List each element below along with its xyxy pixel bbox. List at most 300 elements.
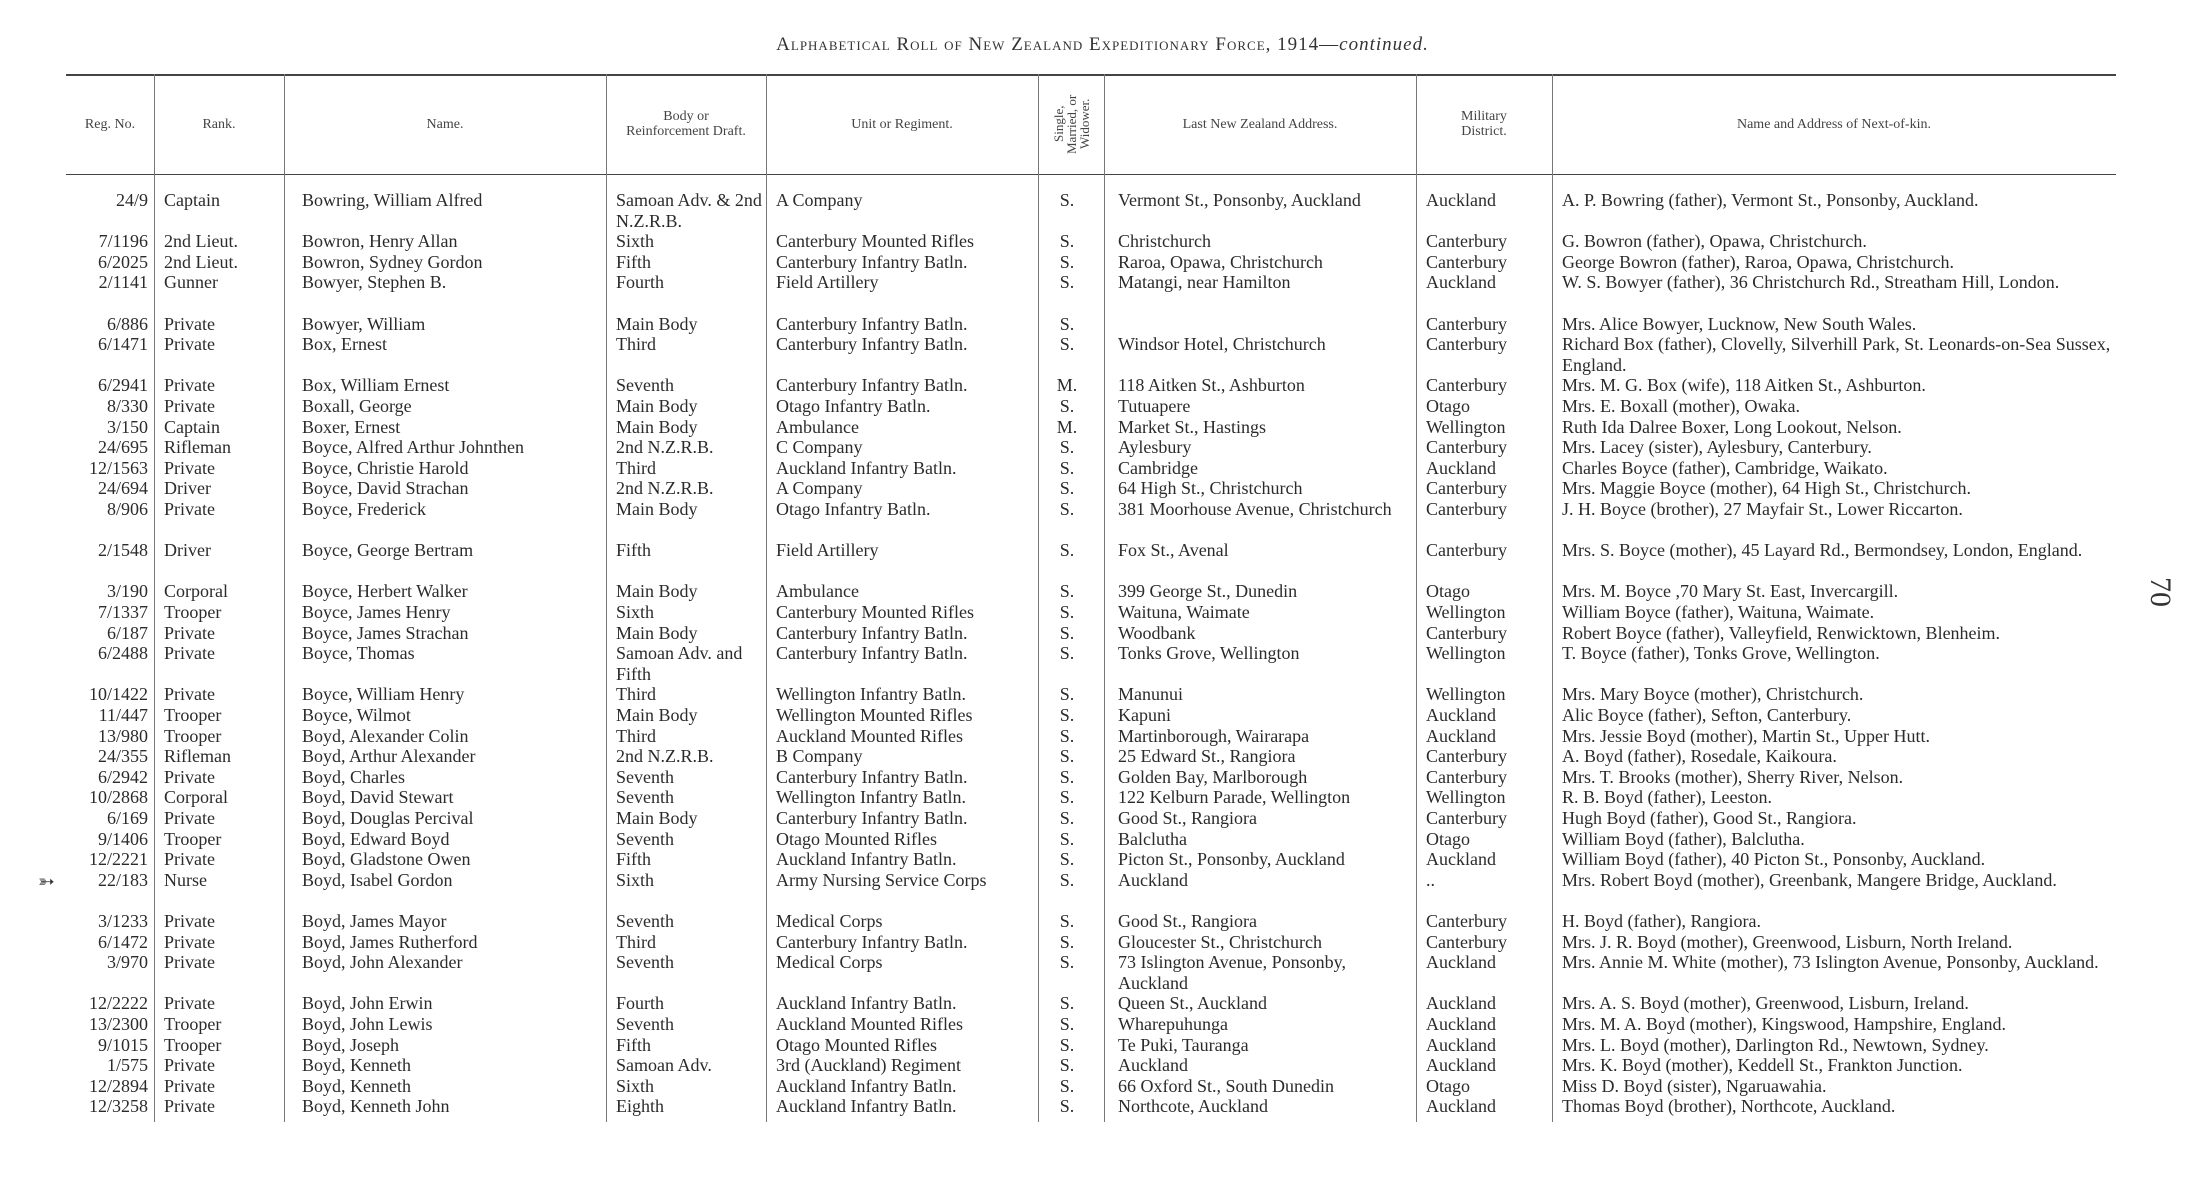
address: Queen St., Auckland [1118,993,1267,1014]
next-of-kin: G. Bowron (father), Opawa, Christchurch. [1562,231,1867,252]
draft: Fifth [616,849,652,870]
header-marital-status: Single, Married, or Widower. [1050,94,1092,154]
rank: Rifleman [164,437,231,458]
address: Vermont St., Ponsonby, Auckland [1118,190,1361,210]
draft: Seventh [616,828,674,849]
soldier-name: Boyd, John Erwin [302,993,433,1014]
soldier-name: Boyce, David Strachan [302,478,469,499]
district: Wellington [1426,602,1506,622]
reg-number: 6/2942 [97,766,148,787]
reg-number: 3/970 [106,952,148,973]
draft: Seventh [616,375,674,396]
marital-status: S. [1059,643,1075,664]
reg-number: 7/1196 [98,231,148,252]
reg-number: 10/2868 [88,787,148,808]
address: 118 Aitken St., Ashburton [1118,375,1305,396]
district: Wellington [1426,787,1506,808]
reg-number: 9/1015 [97,1034,148,1055]
reg-number: 12/3258 [88,1096,148,1117]
rank: Trooper [164,602,222,622]
unit: Canterbury Infantry Batln. [776,313,968,334]
unit: Otago Infantry Batln. [776,396,931,416]
col-divider [1552,74,1553,1122]
address: 399 George St., Dunedin [1118,581,1298,602]
rank: Driver [164,478,211,499]
reg-number: 6/2488 [97,643,148,664]
soldier-name: Boyd, Edward Boyd [302,828,450,849]
reg-number: 3/190 [106,581,148,602]
reg-number: 24/694 [97,478,148,499]
soldier-name: Boyce, Alfred Arthur Johnthen [302,437,524,458]
reg-number: 6/886 [106,313,148,334]
address: Wharepuhunga [1118,1014,1228,1034]
unit: Auckland Infantry Batln. [776,457,957,478]
unit: Auckland Mounted Rifles [776,725,963,746]
marital-status: S. [1059,993,1075,1014]
district: Canterbury [1426,622,1507,643]
address: Aylesbury [1118,437,1192,458]
rank: Trooper [164,1034,222,1055]
draft: Eighth [616,1096,664,1117]
next-of-kin: Mrs. M. G. Box (wife), 118 Aitken St., Ashburton. [1562,375,1926,396]
rank: Trooper [164,705,222,725]
marital-status: S. [1059,190,1075,210]
address: Fox St., Avenal [1118,540,1229,561]
unit: A Company [776,478,863,499]
marital-status: S. [1059,828,1075,849]
draft: Main Body [616,499,698,519]
next-of-kin: R. B. Boyd (father), Leeston. [1562,787,1772,808]
marital-status: M. [1056,416,1078,437]
reg-number: 6/169 [106,808,148,828]
unit: Canterbury Infantry Batln. [776,643,968,664]
next-of-kin: Mrs. Jessie Boyd (mother), Martin St., Upper Hutt. [1562,725,1930,746]
rank: Nurse [164,869,207,890]
header-next-of-kin: Name and Address of Next-of-kin. [1736,116,1931,132]
marital-status: S. [1059,313,1075,334]
district: Wellington [1426,416,1506,437]
reg-number: 2/1548 [97,540,148,561]
col-divider [1416,74,1417,1122]
next-of-kin: Richard Box (father), Clovelly, Silverhill Park, St. Leonards-on-Sea Sussex, England. [1562,334,2111,375]
marital-status: S. [1059,396,1075,416]
rank: Driver [164,540,211,561]
address: Raroa, Opawa, Christchurch [1118,251,1323,272]
soldier-name: Boyce, Herbert Walker [302,581,468,602]
draft: 2nd N.Z.R.B. [616,746,714,767]
unit: Otago Mounted Rifles [776,828,937,849]
rank: Private [164,334,215,355]
reg-number: 22/183 [97,869,148,890]
draft: Fourth [616,272,665,293]
unit: Field Artillery [776,272,879,293]
address: Auckland [1118,1055,1188,1076]
marital-status: S. [1059,705,1075,725]
rank: Private [164,643,215,664]
address: Windsor Hotel, Christchurch [1118,334,1326,355]
reg-number: 6/2941 [97,375,148,396]
soldier-name: Boyd, Isabel Gordon [302,869,453,890]
unit: Wellington Mounted Rifles [776,705,973,725]
unit: Auckland Infantry Batln. [776,993,957,1014]
address: Kapuni [1118,705,1171,725]
rank: Private [164,849,215,870]
marital-status: S. [1059,581,1075,602]
soldier-name: Boyd, James Mayor [302,911,447,931]
district: Auckland [1426,1034,1496,1055]
title-main: Alphabetical Roll of New Zealand Expeditionary Force, 1914— [776,34,1340,55]
reg-number: 3/1233 [97,911,148,931]
draft: Third [616,684,656,705]
address: Tonks Grove, Wellington [1118,643,1300,664]
next-of-kin: Mrs. T. Brooks (mother), Sherry River, Nelson. [1562,766,1904,787]
header-name: Name. [426,116,464,132]
marital-status: S. [1059,787,1075,808]
address: Northcote, Auckland [1118,1096,1268,1117]
draft: 2nd N.Z.R.B. [616,478,714,499]
soldier-name: Boyd, Kenneth [302,1055,411,1076]
address: Golden Bay, Marlborough [1118,766,1308,787]
next-of-kin: A. Boyd (father), Rosedale, Kaikoura. [1562,746,1837,767]
district: Canterbury [1426,375,1507,396]
draft: Main Body [616,808,698,828]
address: Gloucester St., Christchurch [1118,931,1322,952]
next-of-kin: Charles Boyce (father), Cambridge, Waikato. [1562,457,1888,478]
marital-status: S. [1059,931,1075,952]
marital-status: S. [1059,540,1075,561]
rank: Private [164,1075,215,1096]
reg-number: 2/1141 [98,272,148,293]
district: Canterbury [1426,540,1507,561]
soldier-name: Boyd, Joseph [302,1034,400,1055]
rank: Trooper [164,828,222,849]
rank: Private [164,396,215,416]
soldier-name: Boyd, Gladstone Owen [302,849,471,870]
rank: Private [164,911,215,931]
rank: Corporal [164,581,228,602]
soldier-name: Boyce, George Bertram [302,540,474,561]
address: Market St., Hastings [1118,416,1266,437]
next-of-kin: Mrs. E. Boxall (mother), Owaka. [1562,396,1800,416]
address: Good St., Rangiora [1118,911,1257,931]
rank: 2nd Lieut. [164,251,238,272]
next-of-kin: Mrs. Alice Bowyer, Lucknow, New South Wales. [1562,313,1917,334]
soldier-name: Boyd, Arthur Alexander [302,746,476,767]
district: .. [1426,869,1435,890]
marital-status: S. [1059,1055,1075,1076]
soldier-name: Boyce, Christie Harold [302,457,469,478]
next-of-kin: Mrs. L. Boyd (mother), Darlington Rd., Newtown, Sydney. [1562,1034,1989,1055]
address: Balclutha [1118,828,1187,849]
rank: Gunner [164,272,218,293]
district: Auckland [1426,993,1496,1014]
soldier-name: Bowyer, William [302,313,426,334]
next-of-kin: George Bowron (father), Raroa, Opawa, Christchurch. [1562,251,1955,272]
soldier-name: Boyd, Kenneth [302,1075,411,1096]
marital-status: S. [1059,808,1075,828]
address: Martinborough, Wairarapa [1118,725,1310,746]
district: Auckland [1426,705,1496,725]
draft: Samoan Adv. [616,1055,712,1076]
unit: A Company [776,190,863,210]
draft: Seventh [616,766,674,787]
soldier-name: Boyd, Alexander Colin [302,725,469,746]
marital-status: S. [1059,1034,1075,1055]
district: Canterbury [1426,911,1507,931]
next-of-kin: Miss D. Boyd (sister), Ngaruawahia. [1562,1075,1827,1096]
draft: Seventh [616,1014,674,1034]
district: Otago [1426,396,1470,416]
district: Auckland [1426,190,1496,210]
unit: Canterbury Infantry Batln. [776,808,968,828]
unit: C Company [776,437,863,458]
next-of-kin: Mrs. K. Boyd (mother), Keddell St., Frankton Junction. [1562,1055,1963,1076]
reg-number: 11/447 [98,705,148,725]
next-of-kin: J. H. Boyce (brother), 27 Mayfair St., Lower Riccarton. [1562,499,1963,519]
district: Canterbury [1426,251,1507,272]
next-of-kin: William Boyd (father), 40 Picton St., Ponsonby, Auckland. [1562,849,1986,870]
address: Picton St., Ponsonby, Auckland [1118,849,1345,870]
marital-status: S. [1059,457,1075,478]
soldier-name: Boyce, Wilmot [302,705,411,725]
soldier-name: Bowring, William Alfred [302,190,483,210]
address: Manunui [1118,684,1183,705]
next-of-kin: Hugh Boyd (father), Good St., Rangiora. [1562,808,1857,828]
address: Tutuapere [1118,396,1191,416]
reg-number: 8/906 [106,499,148,519]
rank: Private [164,684,215,705]
next-of-kin: Mrs. J. R. Boyd (mother), Greenwood, Lisburn, North Ireland. [1562,931,2013,952]
unit: Auckland Infantry Batln. [776,1096,957,1117]
soldier-name: Boyce, Frederick [302,499,426,519]
district: Otago [1426,581,1470,602]
district: Auckland [1426,849,1496,870]
draft: Main Body [616,313,698,334]
marital-status: S. [1059,602,1075,622]
soldier-name: Boyce, William Henry [302,684,465,705]
reg-number: 9/1406 [97,828,148,849]
header-address: Last New Zealand Address. [1182,116,1338,132]
rank: Private [164,1096,215,1117]
marital-status: S. [1059,911,1075,931]
marital-status: S. [1059,869,1075,890]
rank: Private [164,313,215,334]
reg-number: 13/980 [97,725,148,746]
draft: Seventh [616,952,674,973]
address: Waituna, Waimate [1118,602,1250,622]
next-of-kin: Mrs. A. S. Boyd (mother), Greenwood, Lisburn, Ireland. [1562,993,1969,1014]
reg-number: 6/2025 [97,251,148,272]
pointer-mark: ➳ [38,870,55,893]
district: Canterbury [1426,931,1507,952]
next-of-kin: A. P. Bowring (father), Vermont St., Ponsonby, Auckland. [1562,190,1979,210]
rank: Trooper [164,1014,222,1034]
district: Wellington [1426,684,1506,705]
reg-number: 24/355 [97,746,148,767]
marital-status: S. [1059,272,1075,293]
next-of-kin: Mrs. Lacey (sister), Aylesbury, Canterbury. [1562,437,1872,458]
unit: Wellington Infantry Batln. [776,684,967,705]
rank: Private [164,499,215,519]
draft: Third [616,725,656,746]
marital-status: S. [1059,725,1075,746]
page-number: 70 [2144,577,2177,607]
soldier-name: Boyd, James Rutherford [302,931,478,952]
address: Te Puki, Tauranga [1118,1034,1249,1055]
marital-status: S. [1059,231,1075,252]
reg-number: 10/1422 [88,684,148,705]
district: Canterbury [1426,313,1507,334]
next-of-kin: W. S. Bowyer (father), 36 Christchurch Rd., Streatham Hill, London. [1562,272,2060,293]
soldier-name: Boyd, John Alexander [302,952,463,973]
unit: Field Artillery [776,540,879,561]
district: Canterbury [1426,746,1507,767]
draft: Main Body [616,416,698,437]
soldier-name: Bowron, Sydney Gordon [302,251,483,272]
rank: Captain [164,416,220,437]
reg-number: 12/2222 [88,993,148,1014]
soldier-name: Boyd, Charles [302,766,405,787]
soldier-name: Bowyer, Stephen B. [302,272,447,293]
soldier-name: Box, William Ernest [302,375,450,396]
unit: Wellington Infantry Batln. [776,787,967,808]
unit: Canterbury Infantry Batln. [776,766,968,787]
draft: Third [616,931,656,952]
rank: Private [164,766,215,787]
soldier-name: Box, Ernest [302,334,387,355]
marital-status: S. [1059,478,1075,499]
soldier-name: Boyce, James Henry [302,602,451,622]
soldier-name: Boxer, Ernest [302,416,401,437]
district: Otago [1426,1075,1470,1096]
marital-status: S. [1059,746,1075,767]
draft: Samoan Adv. and Fifth [616,643,743,684]
draft: Main Body [616,622,698,643]
address: 64 High St., Christchurch [1118,478,1303,499]
next-of-kin: Mrs. Annie M. White (mother), 73 Islington Avenue, Ponsonby, Auckland. [1562,952,2099,973]
header-rule [66,174,2116,175]
unit: Medical Corps [776,952,883,973]
next-of-kin: Mrs. Maggie Boyce (mother), 64 High St., Christchurch. [1562,478,1971,499]
draft: Third [616,334,656,355]
district: Canterbury [1426,478,1507,499]
header-reg-no: Reg. No. [84,116,136,132]
soldier-name: Boyd, Kenneth John [302,1096,450,1117]
draft: Sixth [616,602,655,622]
rank: Rifleman [164,746,231,767]
marital-status: S. [1059,499,1075,519]
address: 73 Islington Avenue, Ponsonby, Auckland [1118,952,1346,993]
reg-number: 24/9 [115,190,148,210]
next-of-kin: H. Boyd (father), Rangiora. [1562,911,1761,931]
draft: Main Body [616,705,698,725]
next-of-kin: T. Boyce (father), Tonks Grove, Wellington. [1562,643,1880,664]
unit: Medical Corps [776,911,883,931]
col-divider [606,74,607,1122]
district: Canterbury [1426,437,1507,458]
reg-number: 12/2894 [88,1075,148,1096]
reg-number: 12/1563 [88,457,148,478]
district: Canterbury [1426,808,1507,828]
marital-status: S. [1059,437,1075,458]
marital-status: M. [1056,375,1078,396]
draft: Fifth [616,251,652,272]
next-of-kin: Mrs. S. Boyce (mother), 45 Layard Rd., Bermondsey, London, England. [1562,540,2083,561]
header-rank: Rank. [202,116,236,132]
rank: Trooper [164,725,222,746]
rank: Private [164,808,215,828]
address: Cambridge [1118,457,1198,478]
unit: Auckland Mounted Rifles [776,1014,963,1034]
rank: Private [164,622,215,643]
next-of-kin: Robert Boyce (father), Valleyfield, Renwicktown, Blenheim. [1562,622,2001,643]
unit: B Company [776,746,863,767]
soldier-name: Boyce, Thomas [302,643,415,664]
address: Auckland [1118,869,1188,890]
address: 25 Edward St., Rangiora [1118,746,1296,767]
draft: Third [616,457,656,478]
draft: 2nd N.Z.R.B. [616,437,714,458]
next-of-kin: Thomas Boyd (brother), Northcote, Auckland. [1562,1096,1896,1117]
reg-number: 12/2221 [88,849,148,870]
soldier-name: Boxall, George [302,396,412,416]
draft: Fifth [616,540,652,561]
col-divider [766,74,767,1122]
draft: Fifth [616,1034,652,1055]
unit: 3rd (Auckland) Regiment [776,1055,961,1076]
next-of-kin: Mrs. M. Boyce ,70 Mary St. East, Invercargill. [1562,581,1899,602]
unit: Auckland Infantry Batln. [776,1075,957,1096]
header-district: Military District. [1461,109,1507,139]
unit: Ambulance [776,581,859,602]
unit: Ambulance [776,416,859,437]
rank: 2nd Lieut. [164,231,238,252]
next-of-kin: Alic Boyce (father), Sefton, Canterbury. [1562,705,1852,725]
marital-status: S. [1059,766,1075,787]
unit: Canterbury Mounted Rifles [776,231,974,252]
draft: Fourth [616,993,665,1014]
rank: Private [164,1055,215,1076]
header-body-draft: Body or Reinforcement Draft. [626,109,746,139]
marital-status: S. [1059,1014,1075,1034]
rank: Private [164,931,215,952]
soldier-name: Boyd, David Stewart [302,787,454,808]
address: 66 Oxford St., South Dunedin [1118,1075,1334,1096]
marital-status: S. [1059,1096,1075,1117]
reg-number: 8/330 [106,396,148,416]
district: Canterbury [1426,499,1507,519]
rank: Private [164,952,215,973]
marital-status: S. [1059,952,1075,973]
col-divider [154,74,155,1122]
rank: Captain [164,190,220,210]
district: Auckland [1426,272,1496,293]
marital-status: S. [1059,849,1075,870]
address: 381 Moorhouse Avenue, Christchurch [1118,499,1392,519]
marital-status: S. [1059,684,1075,705]
draft: Samoan Adv. & 2nd N.Z.R.B. [616,190,762,231]
unit: Canterbury Infantry Batln. [776,334,968,355]
reg-number: 7/1337 [97,602,148,622]
district: Wellington [1426,643,1506,664]
district: Canterbury [1426,334,1507,355]
address: Matangi, near Hamilton [1118,272,1291,293]
district: Otago [1426,828,1470,849]
district: Auckland [1426,1096,1496,1117]
rank: Private [164,457,215,478]
draft: Main Body [616,581,698,602]
district: Canterbury [1426,231,1507,252]
